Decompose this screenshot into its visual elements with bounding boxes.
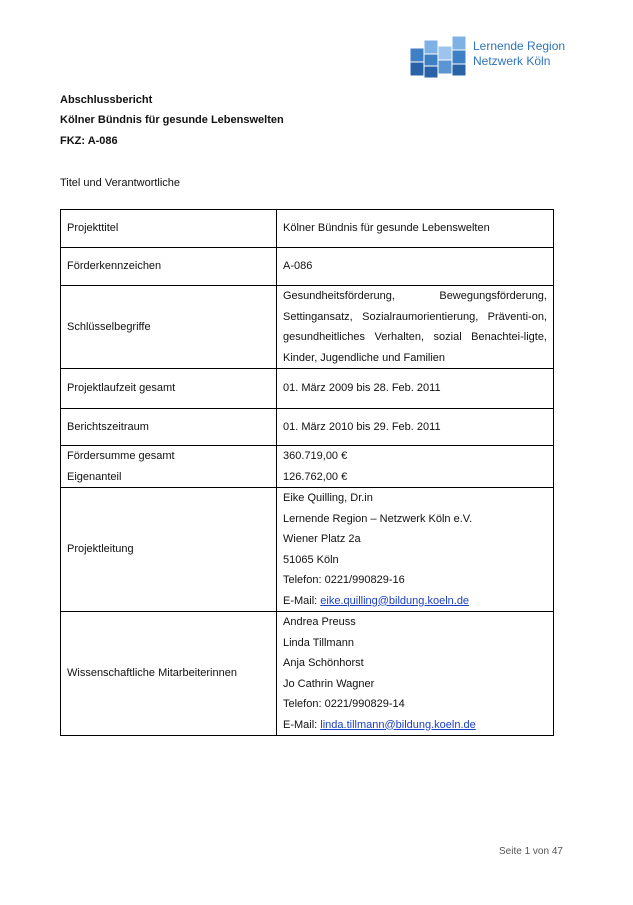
label-foerdersumme-gesamt: Fördersumme gesamt	[67, 450, 175, 462]
lead-phone: Telefon: 0221/990829-16	[283, 574, 405, 586]
table-row	[61, 248, 554, 286]
cube-cluster-icon	[408, 34, 470, 80]
label-projektleitung: Projektleitung	[61, 488, 277, 612]
staff-email-line	[283, 715, 547, 736]
label-eigenanteil: Eigenanteil	[67, 470, 122, 483]
staff-phone: Telefon: 0221/990829-14	[283, 698, 405, 710]
staff-name: Linda Tillmann	[283, 636, 354, 649]
value-schluesselbegriffe: Gesundheitsförderung, Bewegungsförderung, Settingansatz, Sozialraumorientierung, Präventi-on, gesundheitliches Verhalten, sozial Benachtei-ligte, Kinder, Jugendliche und Familien	[277, 286, 554, 369]
label-foerdersumme	[61, 446, 277, 488]
document-title: Kölner Bündnis für gesunde Lebenswelten	[60, 114, 284, 126]
value-foerderkennzeichen: A-086	[277, 248, 554, 286]
lead-organization: Lernende Region – Netzwerk Köln e.V.	[283, 512, 473, 525]
staff-email-prefix: E-Mail:	[283, 718, 321, 731]
brand-line-2: Netzwerk Köln	[473, 54, 551, 68]
value-foerdersumme	[277, 446, 554, 488]
table-row	[61, 612, 554, 736]
funding-code: FKZ: A-086	[60, 135, 118, 147]
organization-logo	[408, 30, 578, 80]
label-schluesselbegriffe: Schlüsselbegriffe	[61, 286, 277, 369]
staff-name: Andrea Preuss	[283, 616, 356, 628]
label-foerderkennzeichen: Förderkennzeichen	[61, 248, 277, 286]
label-projektlaufzeit: Projektlaufzeit gesamt	[61, 369, 277, 409]
value-mitarbeiterinnen	[277, 612, 554, 736]
value-projektleitung	[277, 488, 554, 612]
lead-city: 51065 Köln	[283, 553, 339, 566]
value-foerdersumme-gesamt: 360.719,00 €	[283, 450, 348, 462]
table-row	[61, 409, 554, 446]
value-projekttitel: Kölner Bündnis für gesunde Lebenswelten	[277, 210, 554, 248]
lead-name: Eike Quilling, Dr.in	[283, 492, 373, 504]
brand-name	[473, 39, 565, 69]
section-title: Titel und Verantwortliche	[60, 177, 181, 189]
lead-email-prefix: E-Mail:	[283, 594, 321, 607]
page-number: Seite 1 von 47	[499, 846, 563, 857]
project-info-table	[60, 209, 554, 736]
staff-name: Anja Schönhorst	[283, 657, 364, 669]
staff-email-link[interactable]: linda.tillmann@bildung.koeln.de	[320, 718, 476, 731]
lead-street: Wiener Platz 2a	[283, 533, 361, 545]
value-berichtszeitraum: 01. März 2010 bis 29. Feb. 2011	[277, 409, 554, 446]
label-projekttitel: Projekttitel	[61, 210, 277, 248]
table-row	[61, 369, 554, 409]
table-row	[61, 286, 554, 369]
table-row	[61, 210, 554, 248]
label-mitarbeiterinnen: Wissenschaftliche Mitarbeiterinnen	[61, 612, 277, 736]
lead-email-line	[283, 591, 547, 612]
label-berichtszeitraum: Berichtszeitraum	[61, 409, 277, 446]
value-eigenanteil: 126.762,00 €	[283, 470, 348, 483]
table-row	[61, 446, 554, 488]
table-row	[61, 488, 554, 612]
staff-name: Jo Cathrin Wagner	[283, 677, 375, 690]
lead-email-link[interactable]: eike.quilling@bildung.koeln.de	[320, 594, 470, 607]
document-type: Abschlussbericht	[60, 94, 153, 106]
brand-line-1: Lernende Region	[473, 39, 566, 53]
value-projektlaufzeit: 01. März 2009 bis 28. Feb. 2011	[277, 369, 554, 409]
